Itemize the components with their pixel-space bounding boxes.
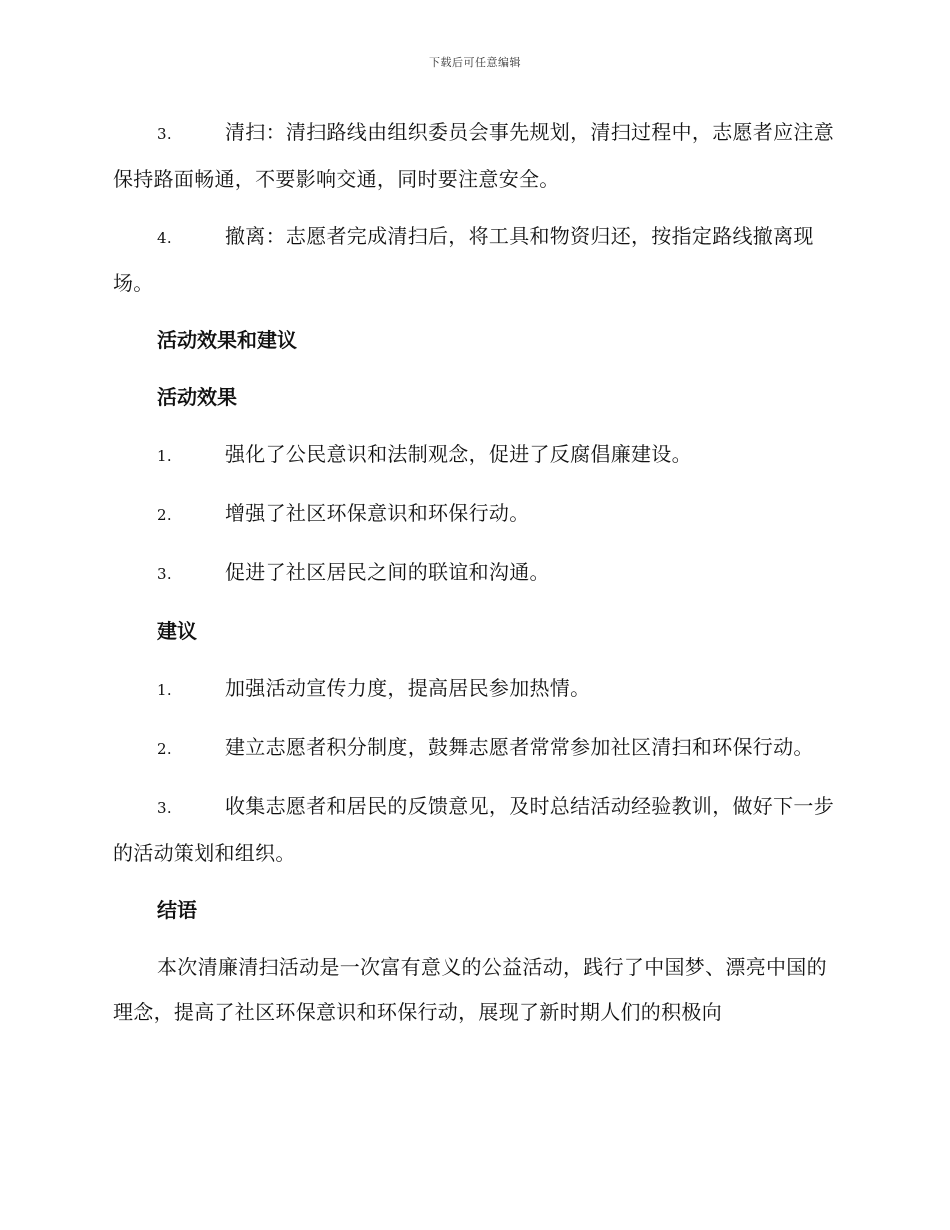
- list-number: 3.: [157, 565, 172, 583]
- subsection-heading-suggestions: 建议: [157, 619, 197, 643]
- list-text: 促进了社区居民之间的联谊和沟通。: [225, 560, 550, 584]
- list-item: [113, 214, 835, 306]
- list-number: 1.: [157, 681, 172, 699]
- list-item: [113, 550, 835, 597]
- list-number: 1.: [157, 447, 172, 465]
- list-text: 收集志愿者和居民的反馈意见，及时总结活动经验教训，做好下一步的活动策划和组织。: [113, 794, 834, 865]
- list-number: 3.: [157, 799, 172, 817]
- subsection-heading-effects: 活动效果: [157, 385, 237, 409]
- list-number: 2.: [157, 740, 172, 758]
- list-text: 增强了社区环保意识和环保行动。: [225, 501, 530, 525]
- list-text: 建立志愿者积分制度，鼓舞志愿者常常参加社区清扫和环保行动。: [225, 735, 814, 759]
- list-item: [113, 110, 835, 202]
- list-item: [113, 666, 835, 713]
- list-item: [113, 491, 835, 538]
- document-body: [113, 110, 835, 1035]
- conclusion-paragraph: 本次清廉清扫活动是一次富有意义的公益活动，践行了中国梦、漂亮中国的理念，提高了社区环保意识和环保行动，展现了新时期人们的积极向: [113, 955, 827, 1024]
- list-text: 加强活动宣传力度，提高居民参加热情。: [225, 676, 591, 700]
- section-heading: 活动效果和建议: [157, 328, 297, 352]
- list-text: 撤离：志愿者完成清扫后，将工具和物资归还，按指定路线撤离现场。: [113, 224, 814, 295]
- subsection-heading-conclusion: 结语: [157, 898, 197, 922]
- list-number: 3.: [157, 125, 172, 143]
- list-number: 4.: [157, 229, 172, 247]
- list-item: [113, 784, 835, 876]
- list-text: 强化了公民意识和法制观念，促进了反腐倡廉建设。: [225, 442, 692, 466]
- list-item: [113, 432, 835, 479]
- list-item: [113, 725, 835, 772]
- page-header: 下载后可任意编辑: [429, 56, 521, 69]
- list-text: 清扫：清扫路线由组织委员会事先规划，清扫过程中，志愿者应注意保持路面畅通，不要影响交通，同时要注意安全。: [113, 120, 834, 191]
- list-number: 2.: [157, 506, 172, 524]
